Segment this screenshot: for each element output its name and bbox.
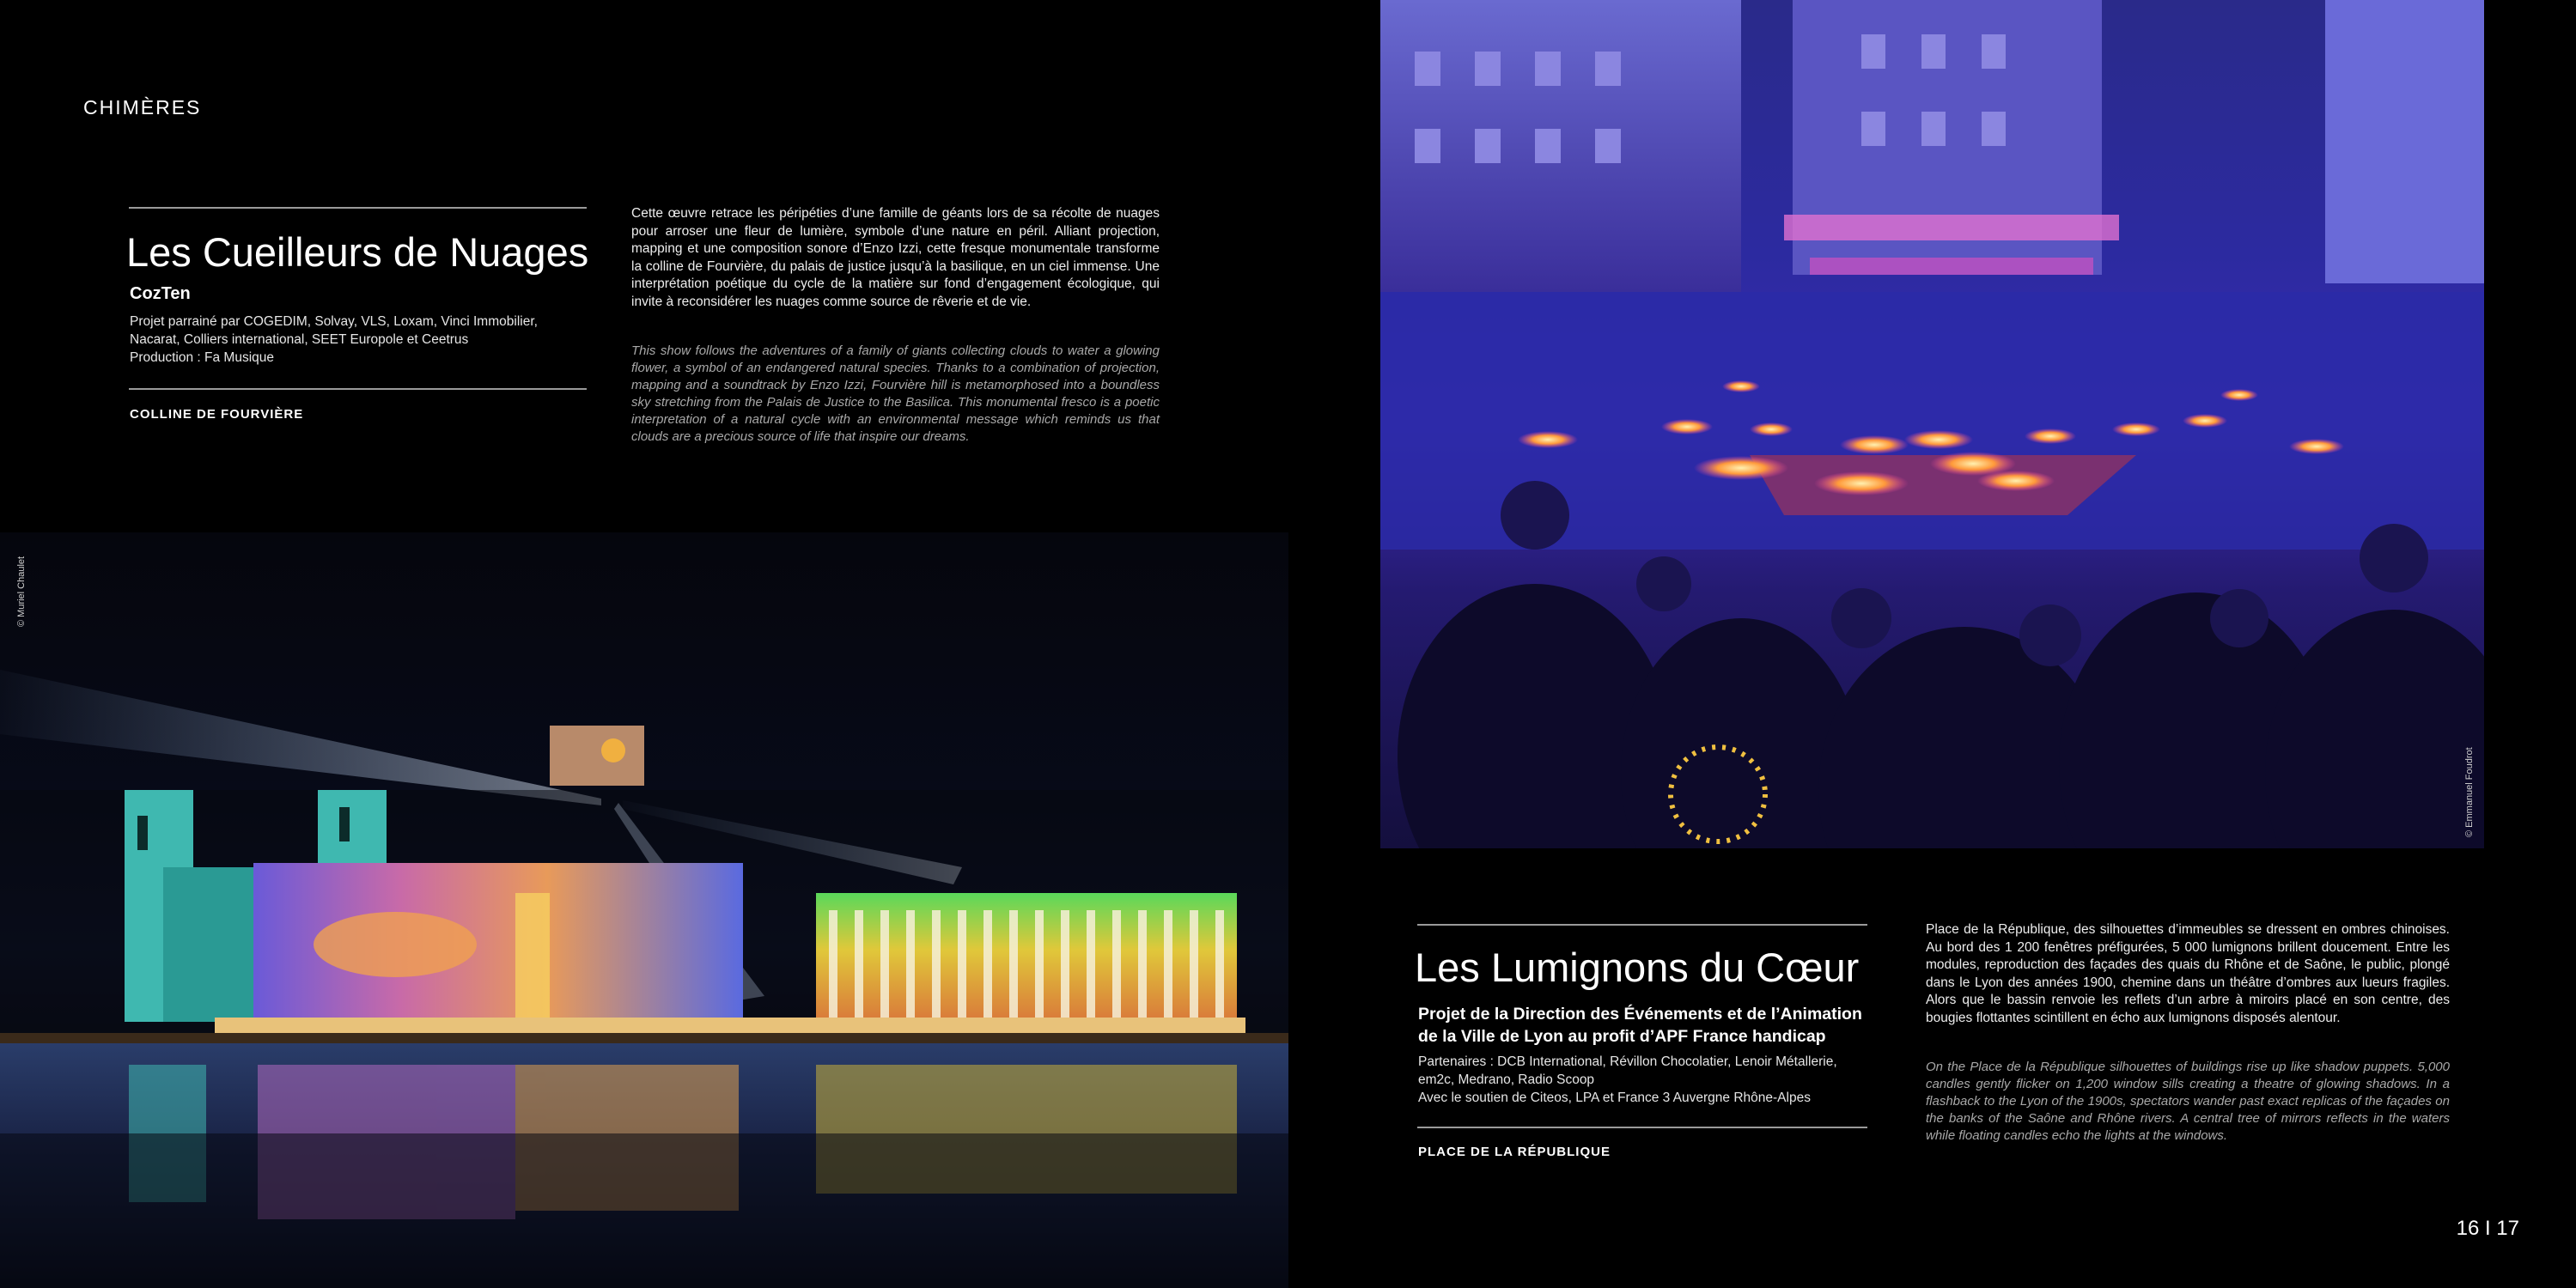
- left-photo-credit: © Muriel Chaulet: [16, 556, 27, 627]
- partners-line: em2c, Medrano, Radio Scoop: [1418, 1072, 1595, 1087]
- title-top-rule: [129, 207, 587, 209]
- left-article-text-en: This show follows the adventures of a family of giants collecting clouds to water a glowing flower, a symbol of an endangered natural species. Thanks to a combination of projection, mapping and a soundtrack by Enzo Izzi, Fourvière hill is metamorphosed into a boundless sky stretching from the Palais de Justice to the Basilica. This monumental fresco is a poetic interpretation of a natural cycle with an environmental message which reminds us that clouds are a precious source of life that inspire our dreams.: [631, 343, 1160, 444]
- right-article-venue: PLACE DE LA RÉPUBLIQUE: [1418, 1145, 1611, 1159]
- right-article-text-en: On the Place de la République silhouettes of buildings rise up like shadow puppets. 5,000 candles gently flicker on 1,200 window sills creating a theatre of glowing shadows. In a flashback to the Lyon of the 1900s, spectators wander past exact replicas of the façades on the banks of the Saône and Rhône rivers. A central tree of mirrors reflects in the waters while floating candles echo the lights at the windows.: [1926, 1060, 2450, 1143]
- fourviere-night-photo: [0, 532, 1288, 1288]
- right-title-top-rule: [1417, 924, 1867, 926]
- venue-rule: [129, 388, 587, 390]
- right-article-subtitle: [1418, 1003, 1862, 1048]
- republique-night-photo: [1380, 0, 2484, 848]
- partners-line: Avec le soutien de Citeos, LPA et France 3 Auvergne Rhône-Alpes: [1418, 1091, 1811, 1105]
- left-article-title: Les Cueilleurs de Nuages: [126, 229, 589, 275]
- credits-line: Production : Fa Musique: [130, 350, 275, 365]
- fourviere-photo-illustration: [0, 532, 1288, 1288]
- credits-line: Nacarat, Colliers international, SEET Europole et Ceetrus: [130, 332, 469, 347]
- left-article-credits: [130, 313, 611, 367]
- right-article-text-fr: Place de la République, des silhouettes d’immeubles se dressent en ombres chinoises. Au bord des 1 200 fenêtres préfigurées, 5 000 lumignons brillent doucement. Entre les modules, reproduction des façades des quais du Rhône et de Saône, le public, plongé dans le Lyon des années 1900, chemine dans un théâtre d’ombres aux lueurs fragiles. Alors que le bassin renvoie les reflets d’un arbre à miroirs placé en son centre, des bougies flottantes scintillent en écho aux lumignons disposés alentour.: [1926, 922, 2450, 1025]
- right-venue-rule: [1417, 1127, 1867, 1128]
- partners-line: Partenaires : DCB International, Révillon Chocolatier, Lenoir Métallerie,: [1418, 1054, 1837, 1069]
- page-number: 16 I 17: [2456, 1217, 2519, 1240]
- right-article-partners: [1418, 1053, 1899, 1107]
- subtitle-line: de la Ville de Lyon au profit d’APF France handicap: [1418, 1027, 1826, 1046]
- subtitle-line: Projet de la Direction des Événements et de l’Animation: [1418, 1005, 1862, 1024]
- left-article-venue: COLLINE DE FOURVIÈRE: [130, 407, 304, 422]
- section-label: CHIMÈRES: [83, 96, 202, 118]
- left-article-text-fr: Cette œuvre retrace les péripéties d’une famille de géants lors de sa récolte de nuages pour arroser une fleur de lumière, symbole d’une nature en péril. Alliant projection, mapping et une composition sonore d’Enzo Izzi, cette fresque monumentale transforme la colline de Fourvière, du palais de justice jusqu’à la basilique, en un ciel immense. Une interprétation poétique du cycle de la matière sur fond d’engagement écologique, qui invite à reconsidérer les nuages comme source de rêverie et de vie.: [631, 206, 1160, 309]
- republique-photo-illustration: [1380, 0, 2484, 848]
- credits-line: Projet parrainé par COGEDIM, Solvay, VLS, Loxam, Vinci Immobilier,: [130, 314, 538, 329]
- right-article-title: Les Lumignons du Cœur: [1415, 945, 1860, 990]
- right-photo-credit: © Emmanuel Foudrot: [2464, 747, 2475, 837]
- left-article-artist: CozTen: [130, 284, 191, 303]
